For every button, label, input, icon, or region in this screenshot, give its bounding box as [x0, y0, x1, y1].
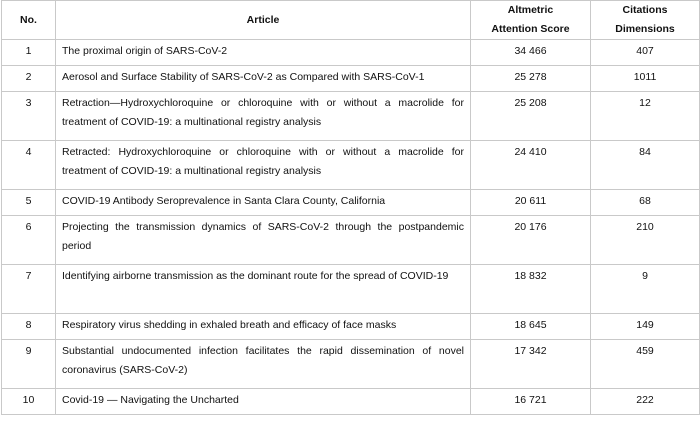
- row-number: 8: [2, 314, 56, 340]
- articles-table: [1, 0, 700, 415]
- row-number: 9: [2, 340, 56, 389]
- citations-count: 12: [591, 92, 700, 141]
- article-title: Respiratory virus shedding in exhaled breath and efficacy of face masks: [56, 314, 471, 340]
- header-article: Article: [56, 1, 471, 40]
- article-title: Projecting the transmission dynamics of SARS-CoV-2 through the postpandemic period: [56, 216, 471, 265]
- altmetric-score: 25 278: [471, 66, 591, 92]
- altmetric-score: 25 208: [471, 92, 591, 141]
- citations-count: 222: [591, 389, 700, 415]
- header-altmetric: [471, 1, 591, 40]
- header-citations: [591, 1, 700, 40]
- table-row: [2, 92, 700, 141]
- citations-count: 68: [591, 190, 700, 216]
- altmetric-score: 20 611: [471, 190, 591, 216]
- citations-count: 1011: [591, 66, 700, 92]
- row-number: 5: [2, 190, 56, 216]
- altmetric-score: 20 176: [471, 216, 591, 265]
- altmetric-score: 18 832: [471, 265, 591, 314]
- article-title: Covid-19 — Navigating the Uncharted: [56, 389, 471, 415]
- row-number: 4: [2, 141, 56, 190]
- row-number: 3: [2, 92, 56, 141]
- table-row: [2, 340, 700, 389]
- citations-count: 210: [591, 216, 700, 265]
- row-number: 1: [2, 40, 56, 66]
- article-title: Retraction—Hydroxychloroquine or chloroquine with or without a macrolide for treatment of COVID-19: a multinational registry analysis: [56, 92, 471, 141]
- altmetric-score: 17 342: [471, 340, 591, 389]
- article-title: Retracted: Hydroxychloroquine or chloroquine with or without a macrolide for treatment of COVID-19: a multinational registry analysis: [56, 141, 471, 190]
- article-title: The proximal origin of SARS-CoV-2: [56, 40, 471, 66]
- altmetric-score: 24 410: [471, 141, 591, 190]
- table-row: [2, 389, 700, 415]
- row-number: 6: [2, 216, 56, 265]
- table-row: [2, 141, 700, 190]
- header-no: No.: [2, 1, 56, 40]
- altmetric-score: 18 645: [471, 314, 591, 340]
- altmetric-score: 16 721: [471, 389, 591, 415]
- table-row: [2, 40, 700, 66]
- article-title: COVID-19 Antibody Seroprevalence in Santa Clara County, California: [56, 190, 471, 216]
- citations-count: 84: [591, 141, 700, 190]
- header-citations-line2: Dimensions: [615, 23, 675, 35]
- table-row: [2, 216, 700, 265]
- row-number: 2: [2, 66, 56, 92]
- citations-count: 459: [591, 340, 700, 389]
- table-row: [2, 265, 700, 314]
- citations-count: 149: [591, 314, 700, 340]
- header-altmetric-line2: Attention Score: [491, 23, 570, 35]
- altmetric-score: 34 466: [471, 40, 591, 66]
- header-altmetric-line1: Altmetric: [507, 4, 554, 16]
- article-title: Aerosol and Surface Stability of SARS-CoV-2 as Compared with SARS-CoV-1: [56, 66, 471, 92]
- table-row: [2, 190, 700, 216]
- citations-count: 9: [591, 265, 700, 314]
- header-citations-line1: Citations: [622, 4, 668, 16]
- citations-count: 407: [591, 40, 700, 66]
- table-row: [2, 314, 700, 340]
- table-row: [2, 66, 700, 92]
- header-row: [2, 1, 700, 40]
- article-title: Identifying airborne transmission as the dominant route for the spread of COVID-19: [56, 265, 471, 314]
- row-number: 10: [2, 389, 56, 415]
- row-number: 7: [2, 265, 56, 314]
- article-title: Substantial undocumented infection facilitates the rapid dissemination of novel coronavirus (SARS-CoV-2): [56, 340, 471, 389]
